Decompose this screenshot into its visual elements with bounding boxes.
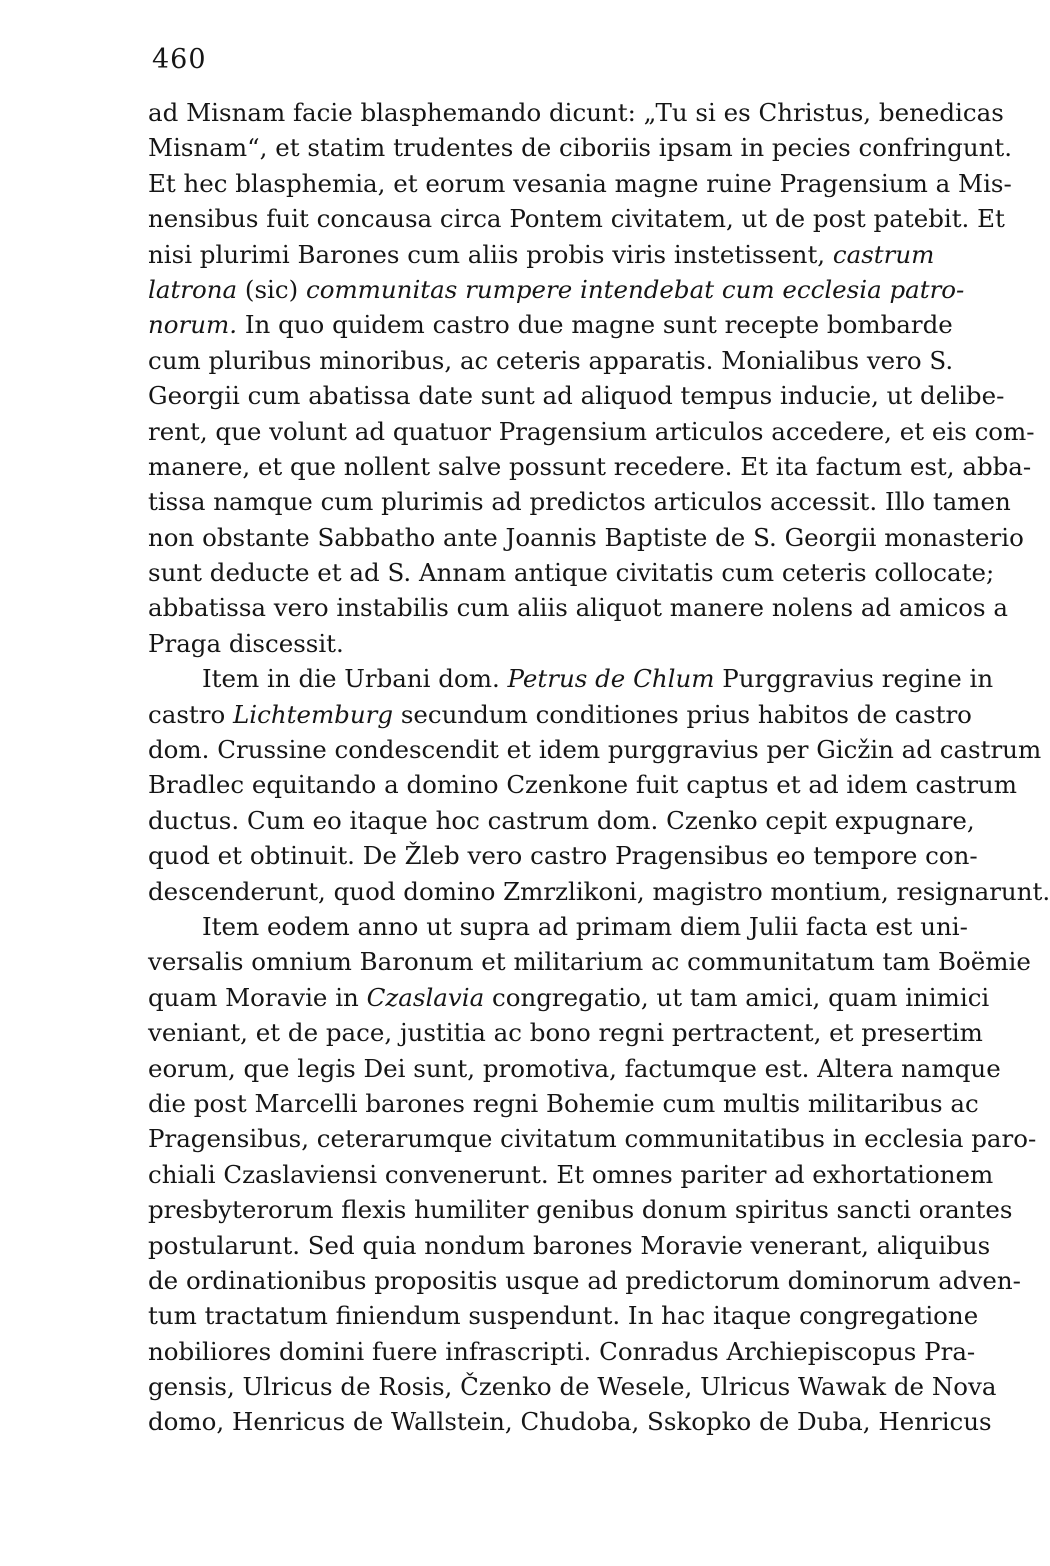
- text-line: [148, 1051, 1001, 1086]
- text-line: [148, 166, 1012, 201]
- italic-text-run: norum.: [148, 310, 238, 340]
- body-text: [148, 95, 1050, 1440]
- text-run: chiali Czaslaviensi convenerunt. Et omnes pariter ad exhortationem: [148, 1159, 994, 1189]
- text-run: quod et obtinuit. De Žleb vero castro Pragensibus eo tempore con-: [148, 841, 978, 871]
- text-run: nensibus fuit concausa circa Pontem civitatem, ut de post patebit. Et: [148, 204, 1005, 234]
- text-run: de ordinationibus propositis usque ad predictorum dominorum adven-: [148, 1265, 1021, 1295]
- text-run: secundum conditiones prius habitos de castro: [393, 699, 972, 729]
- text-run: In quo quidem castro due magne sunt recepte bombarde: [237, 310, 953, 340]
- text-line: [148, 1298, 979, 1333]
- italic-text-run: Czaslavia: [366, 982, 485, 1012]
- text-run: Pragensibus, ceterarumque civitatum communitatibus in ecclesia paro-: [148, 1124, 1037, 1154]
- text-run: Georgii cum abatissa date sunt ad aliquod tempus inducie, ut delibe-: [148, 381, 1005, 411]
- text-run: domo, Henricus de Wallstein, Chudoba, Sskopko de Duba, Henricus: [148, 1407, 992, 1437]
- text-run: postularunt. Sed quia nondum barones Moravie venerant, aliquibus: [148, 1230, 991, 1260]
- text-run: (sic): [237, 274, 306, 304]
- text-line: [148, 1404, 992, 1439]
- text-run: nisi plurimi Barones cum aliis probis viris instetissent,: [148, 239, 833, 269]
- text-run: Item eodem anno ut supra ad primam diem Julii facta est uni-: [202, 911, 968, 941]
- text-line: [148, 1086, 979, 1121]
- text-run: quam Moravie in: [148, 982, 367, 1012]
- text-run: nobiliores domini fuere infrascripti. Conradus Archiepiscopus Pra-: [148, 1336, 976, 1366]
- italic-text-run: castrum: [832, 239, 935, 269]
- text-run: presbyterorum flexis humiliter genibus donum spiritus sancti orantes: [148, 1195, 1013, 1225]
- text-line: [148, 697, 972, 732]
- text-line: [148, 130, 1013, 165]
- text-line: [148, 909, 968, 944]
- text-line: [148, 1263, 1021, 1298]
- text-line: [148, 201, 1005, 236]
- text-run: Misnam“, et statim trudentes de ciboriis ipsam in pecies confringunt.: [148, 133, 1013, 163]
- text-line: [148, 1228, 991, 1263]
- text-run: veniant, et de pace, justitia ac bono regni pertractent, et presertim: [148, 1018, 983, 1048]
- italic-text-run: communitas rumpere intendebat cum ecclesia patro-: [305, 274, 965, 304]
- text-line: [148, 803, 975, 838]
- text-line: [148, 944, 1031, 979]
- text-line: [148, 237, 935, 272]
- text-line: [148, 555, 995, 590]
- text-line: [148, 732, 1042, 767]
- text-line: [148, 414, 1035, 449]
- text-run: abbatissa vero instabilis cum aliis aliquot manere nolens ad amicos a: [148, 593, 1009, 623]
- text-run: Bradlec equitando a domino Czenkone fuit captus et ad idem castrum: [148, 770, 1017, 800]
- text-run: Praga discessit.: [148, 628, 344, 658]
- text-run: gensis, Ulricus de Rosis, Čzenko de Wesele, Ulricus Wawak de Nova: [148, 1372, 997, 1402]
- text-run: dom. Crussine condescendit et idem purggravius per Gicžin ad castrum: [148, 735, 1042, 765]
- text-line: [148, 95, 1004, 130]
- text-run: versalis omnium Baronum et militarium ac communitatum tam Boëmie: [148, 947, 1031, 977]
- text-run: Item in die Urbani dom.: [202, 664, 508, 694]
- text-line: [148, 272, 965, 307]
- text-run: ductus. Cum eo itaque hoc castrum dom. Czenko cepit expugnare,: [148, 805, 975, 835]
- text-line: [148, 520, 1024, 555]
- text-run: rent, que volunt ad quatuor Pragensium articulos accedere, et eis com-: [148, 416, 1035, 446]
- text-line: [148, 1121, 1037, 1156]
- text-line: [148, 343, 954, 378]
- text-run: Et hec blasphemia, et eorum vesania magne ruine Pragensium a Mis-: [148, 168, 1012, 198]
- text-line: [148, 626, 918, 661]
- text-line: [148, 1192, 1013, 1227]
- text-line: [148, 874, 1050, 909]
- text-run: ad Misnam facie blasphemando dicunt: „Tu si es Christus, benedicas: [148, 98, 1004, 127]
- page-number: 460: [152, 44, 207, 75]
- text-line: [148, 1334, 976, 1369]
- text-line: [148, 307, 953, 342]
- text-line: [148, 767, 1017, 802]
- text-line: [148, 449, 1032, 484]
- text-line: [148, 378, 1005, 413]
- text-run: castro: [148, 699, 233, 729]
- text-run: Purggravius regine in: [714, 664, 994, 694]
- text-run: congregatio, ut tam amici, quam inimici: [484, 982, 990, 1012]
- text-line: [148, 1157, 994, 1192]
- text-run: eorum, que legis Dei sunt, promotiva, factumque est. Altera namque: [148, 1053, 1001, 1083]
- text-run: tissa namque cum plurimis ad predictos articulos accessit. Illo tamen: [148, 487, 1011, 517]
- text-line: [148, 838, 978, 873]
- text-line: [148, 1369, 997, 1404]
- text-run: manere, et que nollent salve possunt recedere. Et ita factum est, abba-: [148, 451, 1032, 481]
- text-line: [148, 980, 990, 1015]
- text-line: [148, 590, 1009, 625]
- italic-text-run: Petrus de Chlum: [507, 664, 715, 694]
- text-run: tum tractatum finiendum suspendunt. In hac itaque congregatione: [148, 1301, 979, 1331]
- text-run: non obstante Sabbatho ante Joannis Baptiste de S. Georgii monasterio: [148, 522, 1024, 552]
- text-line: [148, 484, 1011, 519]
- italic-text-run: Lichtemburg: [233, 699, 394, 729]
- text-run: sunt deducte et ad S. Annam antique civitatis cum ceteris collocate;: [148, 558, 995, 588]
- text-run: cum pluribus minoribus, ac ceteris apparatis. Monialibus vero S.: [148, 345, 954, 375]
- italic-text-run: latrona: [148, 274, 238, 304]
- text-run: descenderunt, quod domino Zmrzlikoni, magistro montium, resignarunt.: [148, 876, 1050, 906]
- text-line: [148, 1015, 983, 1050]
- text-run: die post Marcelli barones regni Bohemie cum multis militaribus ac: [148, 1088, 979, 1118]
- text-line: [148, 661, 994, 696]
